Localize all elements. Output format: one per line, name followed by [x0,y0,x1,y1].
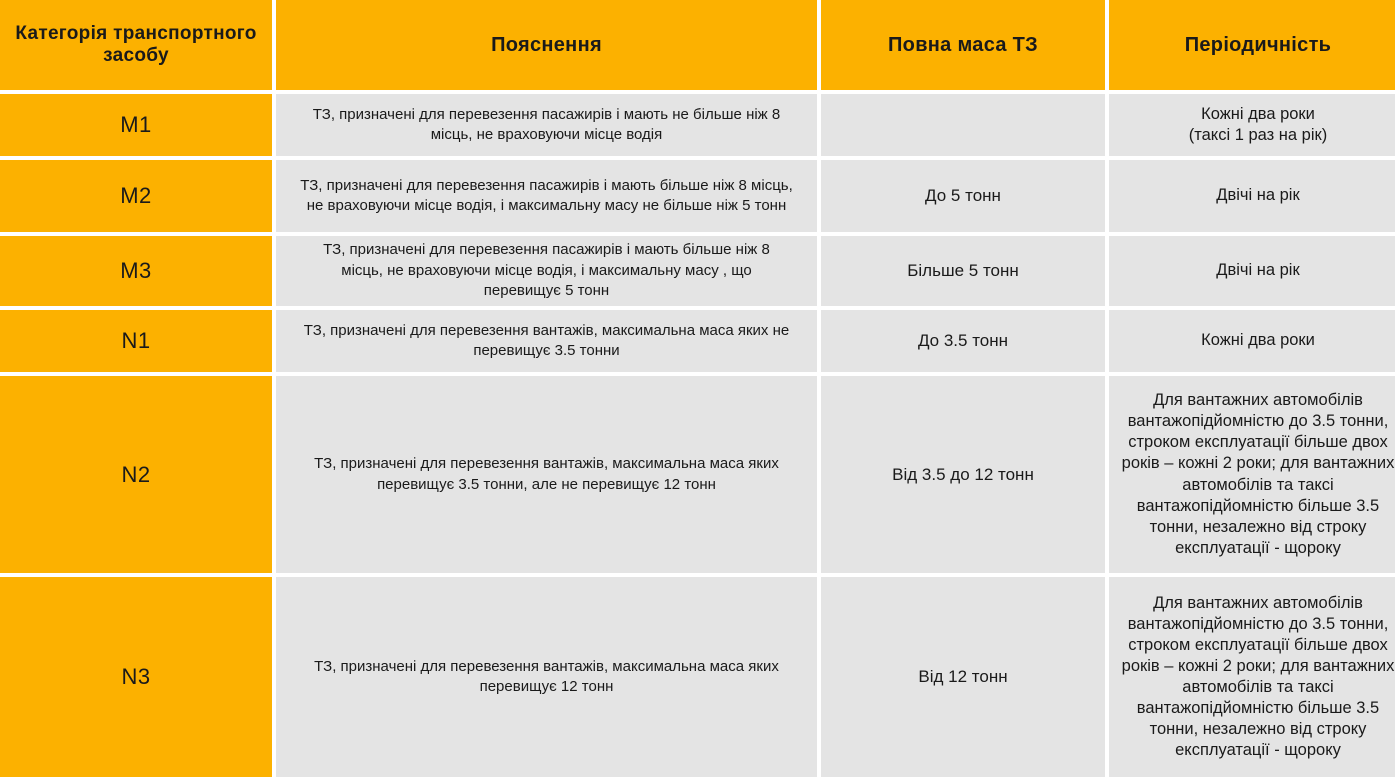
header-period [1109,0,1395,90]
row-m1-mass [821,94,1105,156]
row-m1-period-text: Кожні два роки (таксі 1 раз на рік) [1188,104,1328,144]
header-category [0,0,272,90]
row-n2-mass: Від 3.5 до 12 тонн [821,376,1105,573]
row-m2-category: M2 [0,160,272,232]
row-m2-period: Двічі на рік [1109,160,1395,232]
header-category-label: Категорія транспортного засобу [15,22,257,66]
row-n1-period: Кожні два роки [1109,310,1395,372]
row-n3-mass: Від 12 тонн [821,577,1105,777]
row-m3-category: M3 [0,236,272,306]
row-m1-explanation [276,94,817,156]
row-m3-explanation [276,236,817,306]
header-period-label: Періодичність [1184,34,1332,56]
row-n1-explanation [276,310,817,372]
header-explanation [276,0,817,90]
row-n3-period-text: Для вантажних автомобілів вантажопідйомністю до 3.5 тонни, строком експлуатації більше двох років – кожні 2 роки; для вантажних автомобілів та таксі вантажопідйомністю більше 3.5 тонни, незалежно від строку експлуатації - щороку [1121,593,1395,760]
row-m3-mass: Більше 5 тонн [821,236,1105,306]
row-m3-period: Двічі на рік [1109,236,1395,306]
row-m1-explanation-text: ТЗ, призначені для перевезення пасажирів і мають не більше ніж 8 місць, не враховуючи місце водія [312,105,781,143]
row-m2-explanation-text: ТЗ, призначені для перевезення пасажирів і мають більше ніж 8 місць, не враховуючи місце водія, і максимальну масу не більше ніж 5 тонн [300,176,793,214]
row-n2-explanation-text: ТЗ, призначені для перевезення вантажів, максимальна маса яких перевищує 3.5 тонни, але не перевищує 12 тонн [314,455,779,493]
row-n3-explanation [276,577,817,777]
row-n2-period [1109,376,1395,573]
row-m3-explanation-text: ТЗ, призначені для перевезення пасажирів і мають більше ніж 8 місць, не враховуючи місце водія, і максимальну масу , що перевищує 5 тонн [323,241,770,300]
row-n1-category: N1 [0,310,272,372]
row-n2-explanation [276,376,817,573]
row-n3-period [1109,577,1395,777]
row-n1-explanation-text: ТЗ, призначені для перевезення вантажів, максимальна маса яких не перевищує 3.5 тонни [303,321,790,359]
row-m2-explanation [276,160,817,232]
row-m2-mass: До 5 тонн [821,160,1105,232]
row-n2-period-text: Для вантажних автомобілів вантажопідйомністю до 3.5 тонни, строком експлуатації більше двох років – кожні 2 роки; для вантажних автомобілів та таксі вантажопідйомністю більше 3.5 тонни, незалежно від строку експлуатації - щороку [1121,391,1395,557]
header-mass [821,0,1105,90]
header-explanation-label: Пояснення [491,34,602,56]
row-n3-category: N3 [0,577,272,777]
row-n1-mass: До 3.5 тонн [821,310,1105,372]
header-mass-label: Повна маса ТЗ [888,34,1038,56]
row-m1-period [1109,94,1395,156]
row-m1-category: M1 [0,94,272,156]
row-n3-explanation-text: ТЗ, призначені для перевезення вантажів, максимальна маса яких перевищує 12 тонн [314,657,779,695]
row-n2-category: N2 [0,376,272,573]
